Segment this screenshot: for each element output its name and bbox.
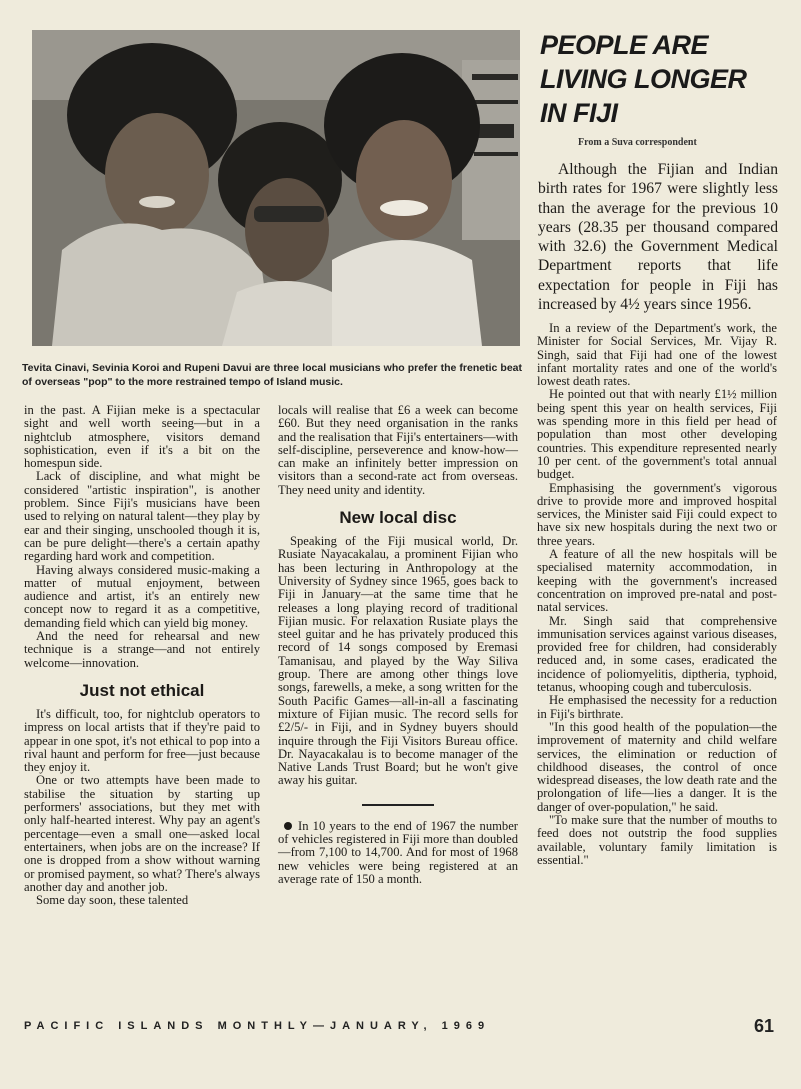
paragraph: It's difficult, too, for nightclub operators to impress on local artists that if they're paid to appear in one spot, it's not ethical to pop into a rival haunt and perform for free—just because they enjoy it. bbox=[24, 706, 260, 775]
byline: From a Suva correspondent bbox=[578, 137, 697, 148]
subhead-new-local-disc: New local disc bbox=[339, 508, 457, 528]
subhead-just-not-ethical: Just not ethical bbox=[79, 680, 205, 700]
paragraph: Speaking of the Fiji musical world, Dr. Rusiate Nayacakalau, a prominent Fijian who has been lecturing in Anthropology at the University of Sydney since 1965, goes back to Fiji in January—at the same time that he releases a long playing record of traditional Fijian music. For relaxation Rusiate plays the steel guitar and he has privately produced this record of 14 songs composed by Eremasi Tamanisau, and played by the Way Siliva group. There are among other things love songs, farewells, a meke, a song written for the South Pacific Games—all-in-all a fascinating mixture of Fijian music. The record sells for £2/5/- in Fiji, and in Sydney buyers should inquire through the Fiji Visitors Bureau office. Dr. Nayacakalau is to become manager of the Native Lands Trust Board; but he won't give away his guitar. bbox=[278, 534, 518, 788]
paragraph: Mr. Singh said that comprehensive immunisation services against various diseases, provided free for children, had considerably reduced and, in some cases, eradicated the incidence of poliomyelitis, diptheria, typhoid, tetanus, whooping cough and tuberculosis. bbox=[537, 613, 777, 695]
paragraph: One or two attempts have been made to stabilise the situation by starting up performers' associations, but they met with only half-hearted interest. Why pay an agent's percentage—even a small one—asked local entertainers, when jobs are on the increase? If one is dropped from a show without warning or promised payment, so what? There's always another day and another job. bbox=[24, 773, 260, 894]
vehicles-note bbox=[278, 820, 518, 886]
paragraph: Some day soon, these talented bbox=[36, 893, 189, 908]
photo-caption bbox=[22, 361, 522, 389]
paragraph: Lack of discipline, and what might be considered "artistic inspiration", is another problem. Since Fiji's musicians have been used to relying on natural talent—they play by ear and their singing, unschooled though it is, can be pure delight—there's a certain apathy regarding hard work and competition. bbox=[24, 469, 260, 564]
paragraph: Having always considered music-making a matter of mutual enjoyment, between audience and artist, it's an entirely new concept now to regard it as a competitive, demanding field which can yield big money. bbox=[24, 562, 260, 630]
paragraph: in the past. A Fijian meke is a spectacular sight and well worth seeing—but in a nightclub atmosphere, visitors demand sophistication, even if it's a bit on the homespun side. bbox=[24, 403, 260, 471]
paragraph: In a review of the Department's work, the Minister for Social Services, Mr. Vijay R. Singh, said that Fiji had one of the lowest infant mortality rates and one of the world's lowest death rates. bbox=[537, 321, 777, 389]
headline-line: PEOPLE ARE bbox=[540, 30, 709, 60]
article-lede bbox=[538, 160, 778, 314]
paragraph: Emphasising the government's vigorous drive to provide more and improved hospital services, the Minister said Fiji could expect to have six new hospitals during the next two or three years. bbox=[537, 480, 777, 548]
magazine-issue-line: PACIFIC ISLANDS MONTHLY—JANUARY, 1969 bbox=[24, 1020, 491, 1032]
paragraph: He pointed out that with nearly £1½ million being spent this year on health services, Fiji was spending more in this field per head of population than most other developing countries. This expenditure represented nearly 10 per cent. of the government's total annual budget. bbox=[537, 387, 777, 482]
page-number: 61 bbox=[753, 1016, 774, 1036]
bullet-icon bbox=[284, 822, 292, 830]
paragraph: A feature of all the new hospitals will be specialised maternity accommodation, in keeping with the government's increased concentration on improved pre-natal and post-natal services. bbox=[537, 547, 777, 615]
headline-line: IN FIJI bbox=[540, 98, 618, 128]
column-1 bbox=[24, 404, 260, 907]
section-divider bbox=[362, 804, 434, 806]
paragraph: "To make sure that the number of mouths to feed does not outstrip the food supplies available, voluntary family limitation is essential." bbox=[537, 812, 777, 867]
article-headline bbox=[540, 28, 780, 130]
paragraph: "In this good health of the population—the improvement of maternity and child welfare services, the elimination or reduction of childhood diseases, the control of once widespread diseases, the low death rate and the prolongation of life—lies a danger. It is the danger of over-population," he said. bbox=[537, 719, 777, 814]
headline-line: LIVING LONGER bbox=[540, 64, 747, 94]
paragraph: locals will realise that £6 a week can become £60. But they need organisation in the ranks and the realisation that Fiji's entertainers—with self-discipline, perseverence and know-how—can make an infinitely better impression on visitors than a second-rate act from overseas. They need unity and identity. bbox=[278, 403, 518, 497]
musicians-photo bbox=[32, 30, 520, 346]
column-3 bbox=[537, 322, 777, 867]
paragraph: And the need for rehearsal and new technique is a strange—and not entirely welcome—innovation. bbox=[24, 629, 260, 670]
paragraph: He emphasised the necessity for a reduction in Fiji's birthrate. bbox=[537, 693, 777, 721]
lede-paragraph: Although the Fijian and Indian birth rates for 1967 were slightly less than the average for the previous 10 years (28.35 per thousand compared with 32.6) the Government Medical Department reports that life expectation for people in Fiji has increased by 4½ years since 1956. bbox=[538, 161, 778, 314]
vehicles-note-text: In 10 years to the end of 1967 the number of vehicles registered in Fiji more than doubled—from 7,100 to 14,700. And for most of 1968 new vehicles were being registered at an average rate of 150 a month. bbox=[278, 818, 518, 886]
column-2 bbox=[278, 404, 518, 886]
photo-caption-text: Tevita Cinavi, Sevinia Koroi and Rupeni Davui are three local musicians who prefer the frenetic beat of overseas "pop" to the more restrained tempo of Island music. bbox=[22, 362, 522, 388]
page-footer bbox=[24, 1016, 776, 1040]
